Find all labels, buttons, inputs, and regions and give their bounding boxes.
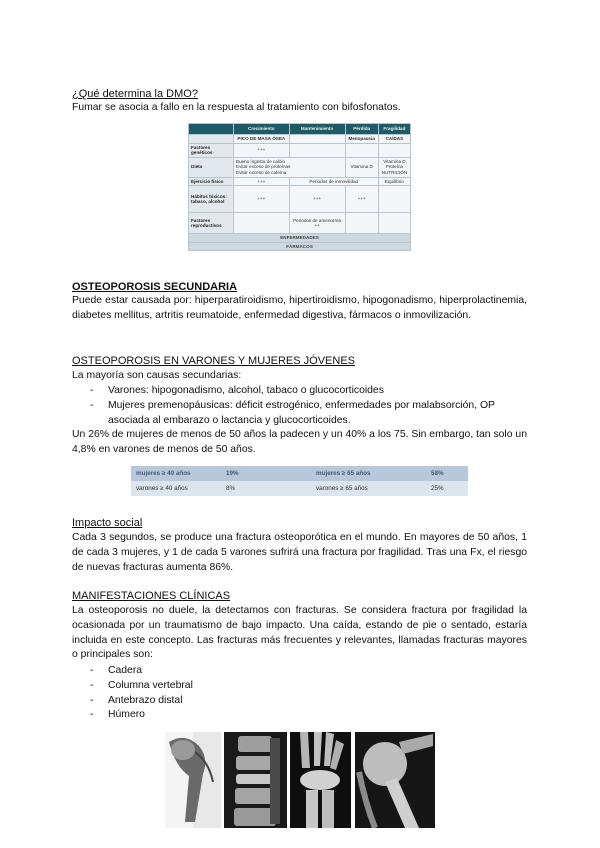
dmo-heading: ¿Qué determina la DMO? [72, 88, 198, 100]
dmo-band: FÁRMACOS [189, 242, 411, 251]
table-cell: 58% [426, 466, 468, 481]
table-row [131, 466, 468, 481]
varones-intro: La mayoría son causas secundarias: [72, 370, 242, 381]
clinicas-text: La osteoporosis no duele, la detectamos con fracturas. Se considera fractura por fragilidad la ocasionada por un traumatismo de bajo impacto. Una caída, estando de pie o sentado, estaría incluida en este concepto. Las fracturas más frecuentes y relevantes, llamadas fracturas mayores o principales son: [72, 605, 527, 661]
dmo-cell [289, 143, 345, 157]
dmo-header-cell: Pérdida [345, 124, 378, 135]
dmo-cell [234, 213, 290, 234]
impacto-heading: Impacto social [72, 517, 143, 529]
xray-hip-image [165, 732, 221, 828]
dmo-cell [289, 135, 345, 144]
dmo-cell [378, 143, 410, 157]
dmo-cell: Menopausia [345, 135, 378, 144]
dmo-cell [378, 186, 410, 213]
list-item: - Mujeres premenopáusicas: déficit estrogénico, enfermedades por malabsorción, OP asociada al embarazo o lactancia y glucocorticoides. [72, 399, 527, 429]
dmo-row-label: Hábitos tóxicos: tabaco, alcohol [189, 186, 234, 213]
table-cell: 25% [426, 481, 468, 496]
dmo-row-label: Factores genéticos [189, 143, 234, 157]
dmo-cell [378, 213, 410, 234]
table-cell: varones ≥ 40 años [131, 481, 221, 496]
dmo-cell: CAÍDAS [378, 135, 410, 144]
dmo-cell: Bueno ingesta de calcio Evitar exceso de proteínas Evitar exceso de cafeína [234, 157, 346, 177]
dmo-cell: +++ [234, 143, 290, 157]
table-cell: varones ≥ 65 años [311, 481, 426, 496]
impacto-text: Cada 3 segundos, se produce una fractura osteoporótica en el mundo. En mayores de 50 años, 1 de cada 3 mujeres, y 1 de cada 5 varones sufrirá una fractura por fragilidad. Tras una Fx, el riesgo de nuevas fracturas aumenta 86%. [72, 532, 527, 573]
xray-wrist-image [290, 732, 351, 828]
dmo-row-label: Factores reproductivos [189, 213, 234, 234]
dmo-text: Fumar se asocia a fallo en la respuesta al tratamiento con bifosfonatos. [72, 102, 401, 113]
dmo-cell [345, 143, 378, 157]
dmo-cell: Periodos de amenorrea ++ [289, 213, 345, 234]
dmo-table-row [189, 186, 411, 213]
dmo-header-cell: Crecimiento [234, 124, 290, 135]
secundaria-heading: OSTEOPOROSIS SECUNDARIA [72, 281, 238, 293]
dmo-cell: +++ [234, 186, 290, 213]
varones-list [72, 384, 527, 428]
xray-humerus-image [355, 732, 435, 828]
varones-heading: OSTEOPOROSIS EN VARONES Y MUJERES JÓVENES [72, 355, 356, 367]
dmo-cell: Equilibrio [378, 177, 410, 186]
dmo-cell [345, 213, 378, 234]
dmo-cell: +++ [234, 177, 290, 186]
dmo-cell: Vitamina D Proteína NUTRICIÓN [378, 157, 410, 177]
dmo-table-row [189, 135, 411, 144]
varones-stat: Un 26% de mujeres de menos de 50 años la padecen y un 40% a los 75. Sin embargo, tan solo un 4,8% en varones de menos de 50 años. [72, 429, 527, 455]
dmo-cell: +++ [289, 186, 345, 213]
dmo-header-cell: Mantenimiento [289, 124, 345, 135]
dmo-row-label: Dieta [189, 157, 234, 177]
dmo-table-row [189, 213, 411, 234]
dmo-cell: PICO DE MASA ÓSEA [234, 135, 290, 144]
dmo-table-row [189, 143, 411, 157]
dmo-band: ENFERMEDADES [189, 234, 411, 243]
dmo-cell: Periodos de inmovilidad [289, 177, 378, 186]
table-cell: mujeres ≥ 65 años [311, 466, 426, 481]
list-item: - Antebrazo distal [72, 694, 527, 709]
fracturas-list [72, 664, 527, 723]
dmo-table-row [189, 157, 411, 177]
dmo-header-cell: Fragilidad [378, 124, 410, 135]
table-row [131, 481, 468, 496]
dmo-header-cell [189, 124, 234, 135]
table-cell: 8% [221, 481, 311, 496]
clinicas-heading: MANIFESTACIONES CLÍNICAS [72, 590, 231, 602]
dmo-table-row [189, 242, 411, 251]
dmo-cell: +++ [345, 186, 378, 213]
xray-spine-image [224, 732, 287, 828]
dmo-table-header [189, 124, 411, 135]
list-item: - Columna vertebral [72, 679, 527, 694]
table-cell: mujeres ≥ 40 años [131, 466, 221, 481]
dmo-table-row [189, 177, 411, 186]
dmo-row-label: Ejercicio físico [189, 177, 234, 186]
prevalence-table [131, 466, 468, 496]
list-item: - Varones: hipogonadismo, alcohol, tabaco o glucocorticoides [72, 384, 527, 399]
table-cell: 19% [221, 466, 311, 481]
secundaria-text: Puede estar causada por: hiperparatiroidismo, hipertiroidismo, hipogonadismo, hiperprolactinemia, diabetes mellitus, artritis reumatoide, enfermedad digestiva, fármacos o inmovilización. [72, 295, 527, 321]
dmo-table [188, 123, 411, 251]
dmo-cell: Vitamina D [345, 157, 378, 177]
list-item: - Cadera [72, 664, 527, 679]
list-item: - Húmero [72, 708, 527, 723]
dmo-table-row [189, 234, 411, 243]
